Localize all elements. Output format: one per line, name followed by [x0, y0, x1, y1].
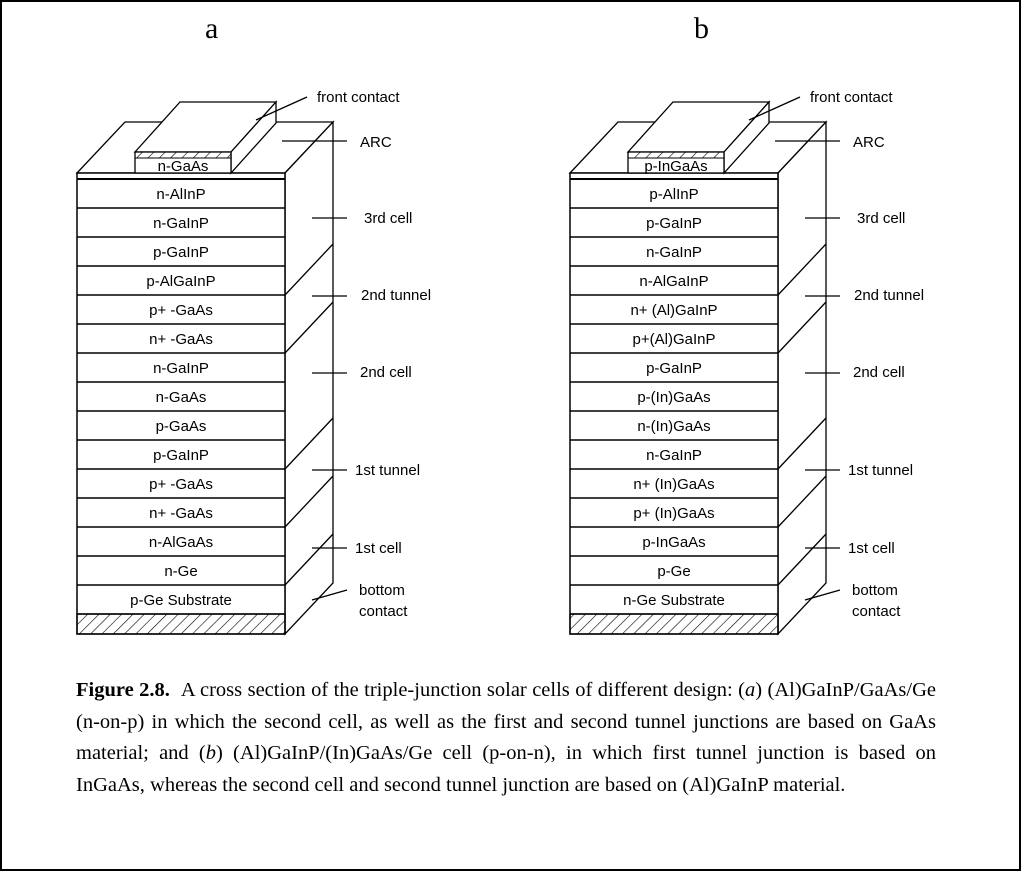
fig-a-layer-label: n-Ge [164, 563, 198, 580]
fig-b-bottom-contact-label-2: contact [852, 603, 901, 620]
fig-b-layer-label: n-AlGaInP [639, 273, 709, 290]
fig-a-layer-label: n+ -GaAs [149, 331, 213, 348]
fig-a-layer-label: n-GaInP [153, 360, 209, 377]
fig-a-top-layer-label: n-GaAs [157, 158, 209, 175]
fig-a-bottom-contact-label-1: bottom [359, 582, 405, 599]
fig-a-arc-label: ARC [360, 134, 392, 151]
fig-b-layer-label: p-InGaAs [642, 534, 706, 551]
fig-b-top-layer-label: p-InGaAs [644, 158, 708, 175]
fig-a-first-cell-label: 1st cell [355, 540, 402, 557]
fig-a-layer-label: p+ -GaAs [149, 476, 213, 493]
fig-b-layer-label: p+ (In)GaAs [633, 505, 715, 522]
fig-b-first-tunnel-label: 1st tunnel [848, 462, 914, 479]
fig-b-third-cell-label: 3rd cell [857, 210, 906, 227]
fig-b-layer-label: p+(Al)GaInP [632, 331, 716, 348]
caption-b-ref: b [205, 742, 216, 764]
fig-a-front-contact-label: front contact [317, 89, 400, 106]
fig-a-bottom-contact-label-2: contact [359, 603, 408, 620]
caption-part-1: A cross section of the triple-junction solar cells of different design: ( [180, 679, 745, 701]
fig-b-layer-label: n+ (Al)GaInP [630, 302, 718, 319]
fig-a-layer-label: p+ -GaAs [149, 302, 213, 319]
fig-a-layer-label: p-Ge Substrate [130, 592, 232, 609]
fig-b-second-tunnel-label: 2nd tunnel [854, 287, 925, 304]
fig-b-layer-label: n-(In)GaAs [637, 418, 711, 435]
fig-a-side-face [285, 122, 333, 634]
fig-b-layer-label: n-Ge Substrate [623, 592, 725, 609]
fig-b-layer-label: p-GaInP [646, 215, 702, 232]
figure-a-stack [77, 89, 431, 634]
fig-b-layer-label: p-Ge [657, 563, 691, 580]
fig-a-layer-label: n-GaAs [155, 389, 207, 406]
fig-a-bottom-contact-hatch [77, 614, 285, 634]
caption-figure-number: Figure 2.8. [76, 679, 170, 701]
fig-b-layer-label: p-AlInP [649, 186, 699, 203]
fig-b-arc-label: ARC [853, 134, 885, 151]
fig-a-layer-label: p-GaInP [153, 447, 209, 464]
caption-a-ref: a [744, 679, 756, 701]
fig-b-first-cell-label: 1st cell [848, 540, 895, 557]
figure-caption [76, 675, 936, 801]
figure-b-stack [570, 89, 924, 634]
fig-a-layer-label: n+ -GaAs [149, 505, 213, 522]
fig-a-second-tunnel-label: 2nd tunnel [361, 287, 432, 304]
fig-b-front-contact-label: front contact [810, 89, 893, 106]
fig-b-second-cell-label: 2nd cell [853, 364, 905, 381]
caption-part-3: ) (Al)GaInP/(In)GaAs/Ge cell (p-on-n), in which first tunnel junction is based on InGaAs, whereas the second cell and second tunnel junction are based on (Al)GaInP material. [76, 742, 936, 796]
fig-a-layer-label: p-AlGaInP [146, 273, 216, 290]
fig-b-layer-label: p-GaInP [646, 360, 702, 377]
figure-a-letter: a [205, 12, 219, 45]
fig-b-layer-label: n+ (In)GaAs [633, 476, 715, 493]
fig-b-layer-label: p-(In)GaAs [637, 389, 711, 406]
fig-a-layer-label: n-GaInP [153, 215, 209, 232]
fig-a-first-tunnel-label: 1st tunnel [355, 462, 421, 479]
fig-a-layer-label: p-GaAs [155, 418, 207, 435]
fig-a-layer-label: p-GaInP [153, 244, 209, 261]
fig-b-side-face [778, 122, 826, 634]
fig-a-layer-label: n-AlGaAs [148, 534, 214, 551]
fig-a-second-cell-label: 2nd cell [360, 364, 412, 381]
figure-b-letter: b [694, 12, 709, 45]
fig-a-third-cell-label: 3rd cell [364, 210, 413, 227]
fig-b-layer-label: n-GaInP [646, 447, 702, 464]
fig-a-layer-label: n-AlInP [156, 186, 206, 203]
fig-b-bottom-contact-hatch [570, 614, 778, 634]
fig-b-layer-label: n-GaInP [646, 244, 702, 261]
fig-b-bottom-contact-label-1: bottom [852, 582, 898, 599]
caption-part-2: ) (Al)GaInP/GaAs/Ge (n-on-p) in which the second cell, as well as the first and second tunnel junctions are based on GaAs material; and ( [76, 679, 937, 764]
